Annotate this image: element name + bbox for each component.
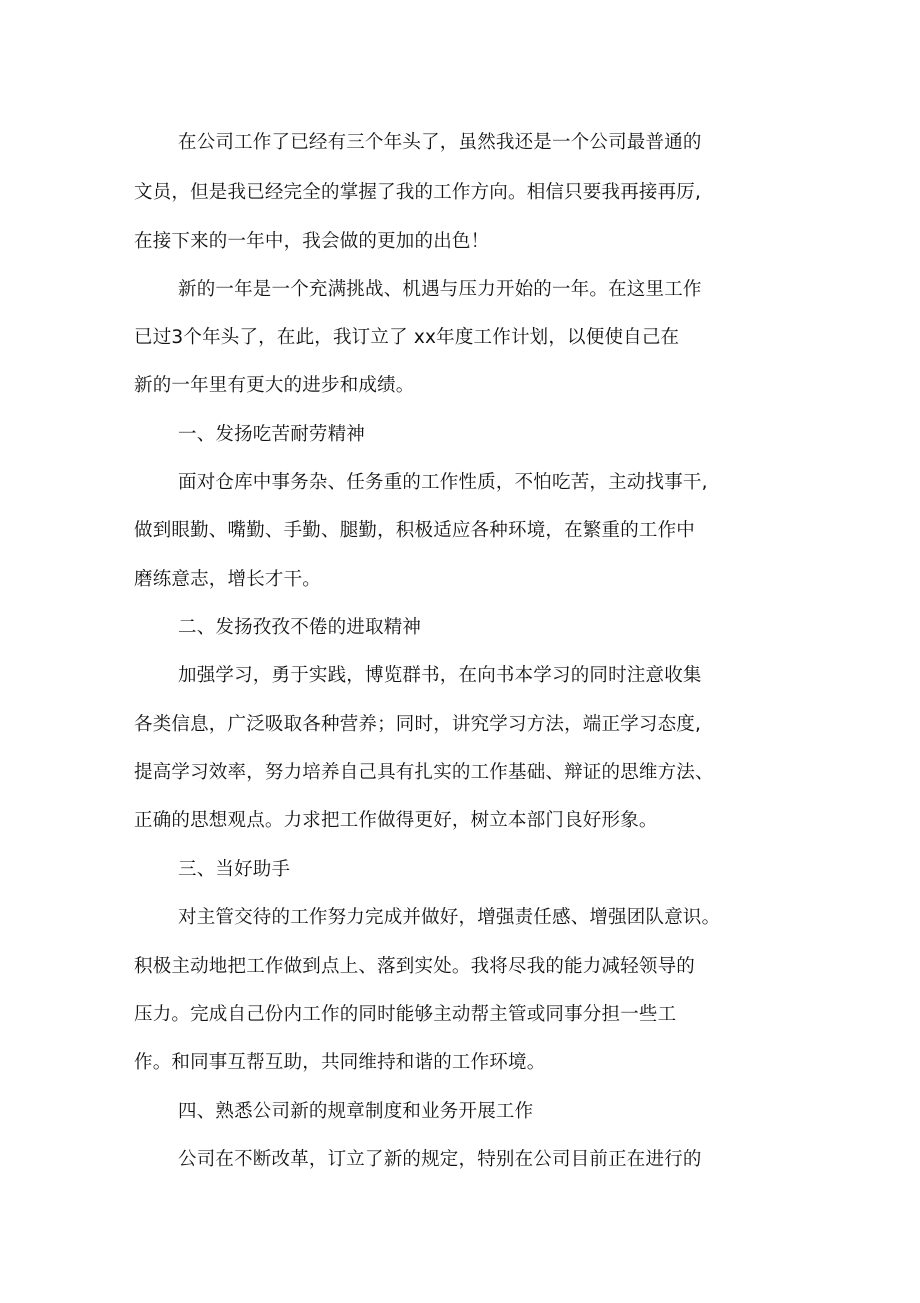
- paragraph-1-line-3: 在接下来的一年中，我会做的更加的出色！: [134, 231, 490, 252]
- section-3-line-2: 积极主动地把工作做到点上、落到实处。我将尽我的能力减轻领导的: [134, 956, 696, 977]
- section-2-line-3: 提高学习效率，努力培养自己具有扎实的工作基础、辩证的思维方法、: [134, 762, 714, 783]
- section-heading-4: 四、熟悉公司新的规章制度和业务开展工作: [178, 1101, 534, 1122]
- paragraph-2-line-1: 新的一年是一个充满挑战、机遇与压力开始的一年。在这里工作: [178, 279, 702, 300]
- section-2-line-2: 各类信息，广泛吸取各种营养；同时，讲究学习方法，端正学习态度,: [134, 714, 702, 735]
- section-2-line-1: 加强学习，勇于实践，博览群书，在向书本学习的同时注意收集: [178, 665, 702, 686]
- paragraph-1-line-1: 在公司工作了已经有三个年头了，虽然我还是一个公司最普通的: [178, 132, 702, 153]
- section-heading-1: 一、发扬吃苦耐劳精神: [178, 424, 366, 445]
- section-2-line-4: 正确的思想观点。力求把工作做得更好，树立本部门良好形象。: [134, 810, 658, 831]
- section-1-line-1: 面对仓库中事务杂、任务重的工作性质，不怕吃苦，主动找事干,: [178, 472, 708, 493]
- section-4-line-1: 公司在不断改革，订立了新的规定，特别在公司目前正在进行的: [178, 1149, 702, 1170]
- paragraph-2-line-3: 新的一年里有更大的进步和成绩。: [134, 375, 415, 396]
- section-3-line-3: 压力。完成自己份内工作的同时能够主动帮主管或同事分担一些工: [134, 1004, 677, 1025]
- section-3-line-4: 作。和同事互帮互助，共同维持和谐的工作环境。: [134, 1052, 546, 1073]
- section-1-line-3: 磨练意志，增长才干。: [134, 569, 322, 590]
- section-heading-2: 二、发扬孜孜不倦的进取精神: [178, 617, 422, 638]
- paragraph-1-line-2: 文员，但是我已经完全的掌握了我的工作方向。相信只要我再接再厉,: [134, 182, 702, 203]
- paragraph-2-line-2: 已过3个年头了，在此，我订立了 xx年度工作计划，以便使自己在: [134, 327, 680, 348]
- section-1-line-2: 做到眼勤、嘴勤、手勤、腿勤，积极适应各种环境，在繁重的工作中: [134, 520, 696, 541]
- section-3-line-1: 对主管交待的工作努力完成并做好，增强责任感、增强团队意识。: [178, 907, 721, 928]
- section-heading-3: 三、当好助手: [178, 859, 291, 880]
